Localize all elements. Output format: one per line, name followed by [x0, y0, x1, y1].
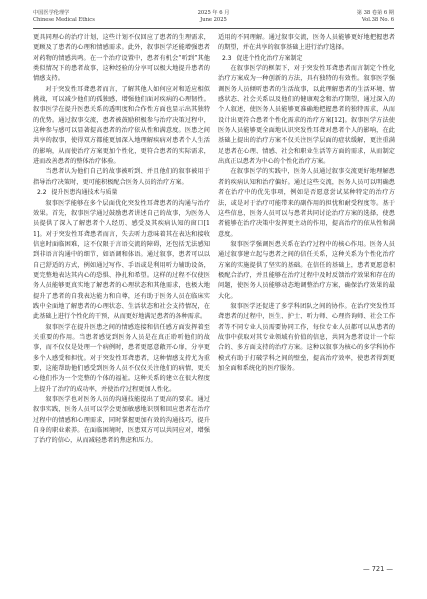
header-date-en: June 2025: [200, 16, 227, 23]
body-paragraph: 叙事医学能够在多个层面优化突发性耳聋患者的沟通与治疗效果。首先，叙事医学通过鼓励患者讲述自己的故事，为医务人员提供了深入了解患者个人经历、感受及其疾病认知的窗口[11]。对于突发性耳聋患者而言，失去听力意味着其在表达和接收信息时面临困难，这不仅限于言语交流的障碍，还包括无法感知到非语言沟通中的细节，如语调和体语。通过叙事，患者可以以自己舒适的方式，例如通过写作、手语或是利用听力辅助设备，更完整地表达其内心的恐惧、挣扎和希望。这样的过程不仅使医务人员能够更真实地了解患者的心理状态和其他需求，也极大地提升了患者的自我表达能力和自尊，还有助于医务人员在临床实践中全面地了解患者的心理状态、生活状态和社会支持情况，在此基础上进行个性化的干预，从而更好地满足患者的各种需求。: [33, 199, 210, 321]
body-paragraph: 叙事医学还促进了多学科团队之间的协作。在治疗突发性耳聋患者的过程中，医生、护士、听力师、心理咨询师、社会工作者等不同专业人员需要协同工作，每位专业人员都可以从患者的故事中获取对其专业领域有价值的信息，共同为患者设计一个综合的、多方面支持的治疗方案。这种以叙事为核心的多学科协作模式有助于打破学科之间的壁垒，提高治疗效率，使患者得到更加全面和系统化的医疗服务。: [218, 302, 395, 372]
header-volume-en: Vol.38 No. 6: [361, 16, 394, 23]
body-paragraph: 更具同理心的治疗计划，这些计划不仅回应了患者的生理需求，更顾及了患者的心理和情感需求。此外，叙事医学还能增强患者对药物的情感共鸣。在一个治疗设置中，患者有机会“听到”其他类似情况下的患者故事，这种经验的分享可以极大地提升患者的情感支持。: [33, 34, 210, 83]
section-heading-2-3: [218, 54, 395, 64]
body-paragraph: 当患者认为他们自己的故事被听到、并且他们的叙事被用于指导治疗决策时，更可能积极配合医务人员的治疗方案。: [33, 168, 210, 186]
header-journal-cn: 中国医学伦理学: [33, 10, 70, 16]
header-date-block: [33, 10, 394, 24]
header-volume-block: [357, 10, 394, 24]
body-paragraph: 对于突发性耳聋患者而言，了解其他人如何应对和适应相似挑战，可以减少他们的孤独感，增强他们面对疾病的心理韧性。叙事医学在提升医患关系的透明度和合作性方面也显示出其独特的优势。通过叙事交流，患者被鼓励积极参与治疗决策过程中，这种参与感可以显著提高患者的治疗依从性和满意度。医患之间共享的叙事，使得双方都能更加深入地理解疾病对患者个人生活的影响，从而使治疗方案更加个性化，更符合患者的实际需求，进而改善患者的整体治疗体验。: [33, 85, 210, 166]
body-paragraph: 叙事医学在提升医患之间的情感连接和信任感方面发挥着至关重要的作用。当患者感觉到医务人员是在真正聆听他们的故事，而不仅仅是处理一个病例时，患者更愿意敞开心扉，分享更多个人感受和担忧。对于突发性耳聋患者，这种情感支持尤为重要，这能帮助他们感受到医务人员不仅仅关注他们的病情，更关心他们作为一个完整的个体的福祉。这种关系的建立在很大程度上提升了治疗的成功率，并使治疗过程更加人性化。: [33, 323, 210, 393]
body-paragraph: 适用的不同理解。通过叙事交流，医务人员能够更好地把握患者的期望，并在共享的叙事基础上进行治疗选择。: [218, 34, 395, 52]
section-title: 提升医患沟通技术与质量: [51, 189, 118, 197]
header-volume-cn: 第 38 卷第 6 期: [356, 10, 394, 16]
body-paragraph: 在叙事医学的实践中，医务人员通过叙事交流更好地理解患者的疾病认知和治疗偏好。通过这些交流，医务人员可以明确患者在治疗中的优先事项，例如是否愿意尝试某种特定的治疗方法，或是对于治疗可能带来的副作用的担忧和耐受程度等。基于这些信息，医务人员可以与患者共同讨论治疗方案的选择，使患者能够在治疗决策中发挥更主动的作用，提高治疗的依从性和满意度。: [218, 168, 395, 238]
body-paragraph: 在叙事医学的框架下，对于突发性耳聋患者而言制定个性化治疗方案成为一种创新的方法，具有独特的有效性。叙事医学强调医务人员倾听患者的生活故事，以此理解患者的生活环境、情感状态、社会关系以及他们的健康观念和治疗期望，通过深入的个人叙述，使医务人员能够更准确地把握患者的独特需求，从而设计出更符合患者个性化需求的治疗方案[12]。叙事医学方法使医务人员能够更全面地认识突发性耳聋对患者个人的影响，在此基础上提出的治疗方案不仅关注医学层面的症状缓解，更注重满足患者在心理、情感、社会和职业生活等方面的需求，从而制定出真正以患者为中心的个性化治疗方案。: [218, 65, 395, 166]
section-number: 2.3: [222, 54, 232, 62]
header-date-cn: 2025 年 6 月: [197, 10, 230, 16]
body-paragraph: 叙事医学强调医患关系在治疗过程中的核心作用。医务人员通过叙事建立起与患者之间的信任关系，这种关系为个性化治疗方案的实施提供了坚实的基础。在信任的基础上，患者更愿意积极配合治疗，并且能够在治疗过程中及时反馈治疗效果和存在的问题，使医务人员能够动态地调整治疗方案，确保治疗效果的最大化。: [218, 240, 395, 300]
left-text-column: [33, 33, 210, 447]
running-header: [33, 10, 394, 30]
header-journal-en: Chinese Medical Ethics: [33, 16, 95, 23]
header-divider: [33, 28, 394, 29]
section-number: 2.2: [37, 189, 47, 197]
section-title: 促进个性化治疗方案制定: [236, 54, 303, 62]
page-number: — 721 —: [363, 565, 393, 573]
section-heading-2-2: [33, 188, 210, 198]
right-text-column: [218, 33, 395, 374]
body-paragraph: 叙事医学也对医务人员的沟通技能提出了更高的要求。通过叙事实践，医务人员可以学会更加敏感地识别和回应患者在治疗过程中的情感和心理需求，同时掌握更加有效的沟通技巧，提升自身的职业素养。在面临困境时，医患双方可以共同应对，增强了治疗的信心，从而减轻患者的焦虑和压力。: [33, 396, 210, 445]
